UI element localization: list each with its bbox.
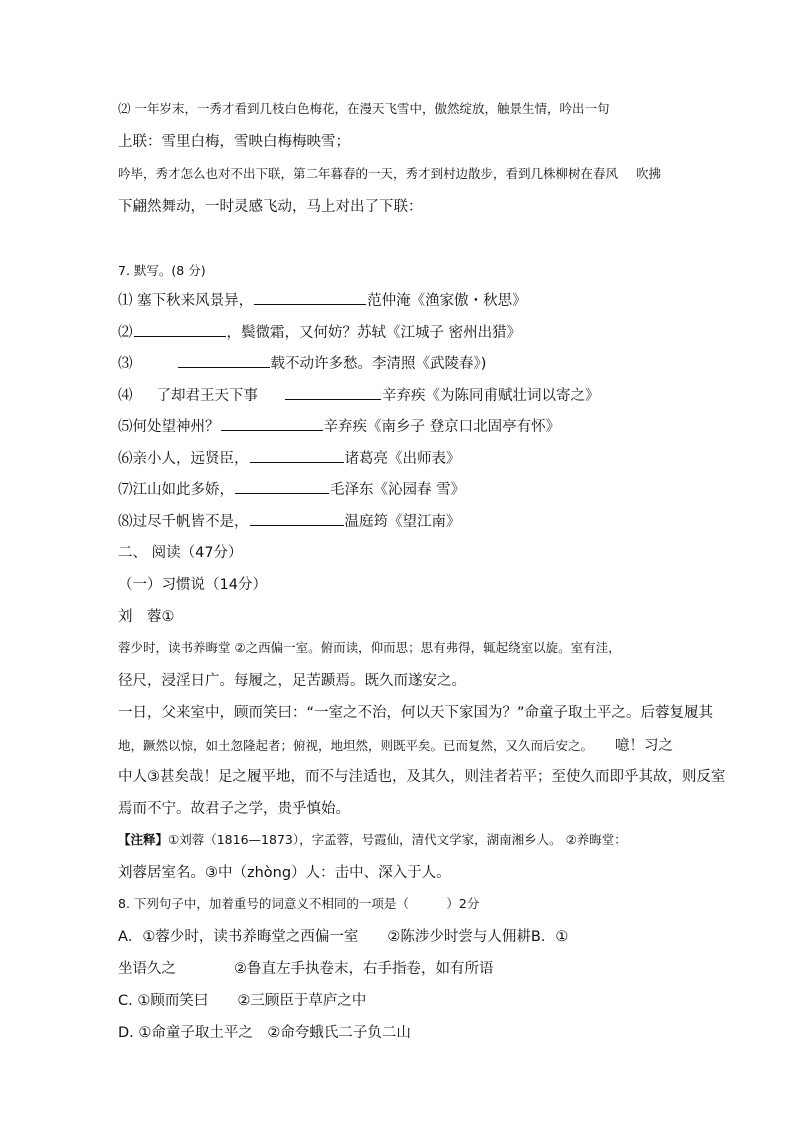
- item-after: 温庭筠《望江南》: [344, 514, 461, 530]
- subsection-heading: （一）习惯说（14分）: [118, 577, 267, 593]
- q8-option-c: C. ①顾而笑曰 ②三顾臣于草庐之中: [118, 993, 367, 1009]
- answer-blank[interactable]: [254, 303, 366, 305]
- item-before: 亲小人，远贤臣，: [132, 451, 249, 467]
- q7-item-4: [118, 389, 600, 404]
- item-num: ⑴: [118, 293, 133, 309]
- answer-blank[interactable]: [221, 429, 323, 431]
- item-num: ⑷: [118, 388, 133, 404]
- passage-note-line2: 刘蓉居室名。③中（zhòng）人：击中、深入于人。: [118, 865, 451, 881]
- q6-intro-line: ⑵ 一年岁末，一秀才看到几枝白色梅花，在漫天飞雪中，傲然绽放，触景生情，吟出一句: [118, 101, 610, 116]
- passage-para2-line1: 一日，父来室中，顾而笑曰：“一室之不治，何以天下家国为？”命童子取土平之。后蓉复履其: [118, 705, 714, 721]
- q7-item-8: [118, 515, 461, 530]
- item-num: ⑺: [118, 482, 133, 498]
- answer-blank[interactable]: [235, 492, 329, 494]
- item-after: 毛泽东《沁园春 雪》: [330, 482, 466, 498]
- q7-item-3: [118, 357, 486, 372]
- q7-item-7: [118, 483, 465, 498]
- passage-para1-line2: 径尺，浸淫日广。每履之，足苦踬焉。既久而遂安之。: [118, 673, 466, 689]
- item-num: ⑸: [118, 419, 133, 435]
- answer-blank[interactable]: [134, 335, 226, 337]
- item-num: ⑹: [118, 451, 133, 467]
- item-after: 辛弃疾《为陈同甫赋壮词以寄之》: [382, 388, 600, 404]
- q7-item-1: [118, 294, 527, 309]
- q6-story-text-b: 吹拂: [636, 166, 662, 181]
- answer-blank[interactable]: [285, 398, 381, 400]
- q7-item-5: [118, 420, 560, 435]
- q6-upper-couplet: 上联：雪里白梅，雪映白梅梅映雪；: [118, 134, 350, 150]
- q6-story-line-1: [118, 168, 661, 181]
- item-after: 范仲淹《渔家傲・秋思》: [367, 293, 527, 309]
- passage-para1-line1: 蓉少时，读书养晦堂 ②之西偏一室。俯而读，仰而思；思有弗得，辄起绕室以旋。室有洼，: [118, 640, 621, 655]
- q8-option-d: D. ①命童子取土平之 ②命夸蛾氏二子负二山: [118, 1025, 411, 1041]
- note-label: 【注释】: [118, 832, 169, 847]
- item-after: ，鬓微霜，又何妨？苏轼《江城子 密州出猎》: [226, 325, 522, 341]
- q6-story-text-a: 吟毕，秀才怎么也对不出下联，第二年暮春的一天，秀才到村边散步，看到几株柳树在春风: [118, 166, 619, 181]
- item-before: 江山如此多娇，: [132, 482, 234, 498]
- q8-stem: 8. 下列句子中，加着重号的词意义不相同的一项是（ ）2分: [118, 896, 480, 911]
- section-heading: 二、 阅读（47分）: [118, 545, 243, 561]
- item-after: 辛弃疾《南乡子 登京口北固亭有怀》: [323, 419, 561, 435]
- passage-author: 刘 蓉①: [118, 609, 175, 625]
- item-num: ⑶: [118, 356, 133, 372]
- passage-note-line1: [118, 834, 627, 847]
- item-before: 了却君王天下事: [156, 388, 258, 404]
- item-before: 塞下秋来风景异，: [137, 293, 254, 309]
- passage-text-a: 地，蹶然以惊，如土忽隆起者；俯视，地坦然，则既平矣。已而复然，又久而后安之。: [118, 738, 594, 753]
- passage-text-b: 噫！习之: [615, 738, 674, 754]
- passage-para2-line2: [118, 739, 673, 754]
- note-text: ①刘蓉（1816—1873），字孟蓉，号霞仙，清代文学家，湖南湘乡人。 ②养晦堂：: [168, 832, 627, 847]
- q6-story-line-2: 下翩然舞动，一时灵感飞动，马上对出了下联：: [118, 199, 423, 215]
- item-num: ⑵: [118, 325, 133, 341]
- q7-item-2: [118, 326, 521, 341]
- answer-blank[interactable]: [250, 461, 344, 463]
- q8-option-a-line2: 坐语久之 ②鲁直左手执卷末，右手指卷，如有所语: [118, 961, 494, 977]
- item-before: 何处望神州？: [132, 419, 220, 435]
- q8-option-a-line1: A．①蓉少时，读书养晦堂之西偏一室 ②陈涉少时尝与人佣耕B．①: [118, 929, 569, 945]
- q7-item-6: [118, 452, 461, 467]
- item-after: 载不动许多愁。李清照《武陵春》): [270, 356, 487, 372]
- answer-blank[interactable]: [250, 524, 344, 526]
- passage-para2-line3: 中人③甚矣哉！足之履平地，而不与洼适也，及其久，则洼者若平；至使久而即乎其故，则反室: [118, 769, 726, 785]
- item-after: 诸葛亮《出师表》: [344, 451, 461, 467]
- passage-para2-line4: 焉而不宁。故君子之学，贵乎慎始。: [118, 801, 350, 817]
- answer-blank[interactable]: [178, 366, 270, 368]
- item-before: 过尽千帆皆不是，: [132, 514, 249, 530]
- q7-title: 7. 默写。(8 分): [118, 263, 206, 278]
- item-num: ⑻: [118, 514, 133, 530]
